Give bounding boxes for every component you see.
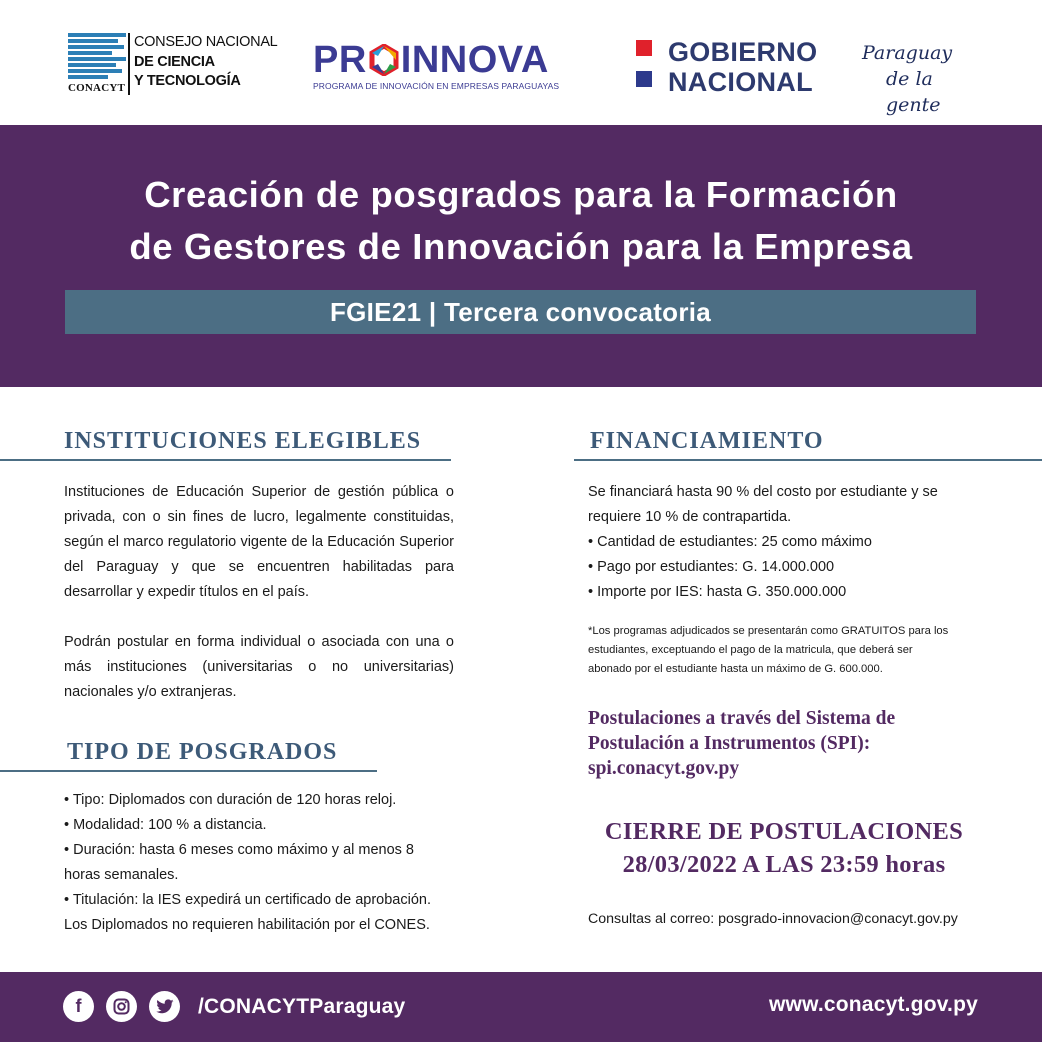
proinnova-logo bbox=[313, 40, 608, 96]
contact-email[interactable]: Consultas al correo: posgrado-innovacion@conacyt.gov.py bbox=[588, 911, 958, 927]
list-item: Los Diplomados no requieren habilitación por el CONES. bbox=[64, 917, 430, 933]
paraguay-de-la-gente-logo bbox=[862, 40, 982, 116]
postulaciones-line-1: Postulaciones a través del Sistema de bbox=[588, 708, 896, 729]
red-square bbox=[636, 40, 652, 56]
gobierno-nacional-logo bbox=[636, 37, 841, 97]
spi-link[interactable]: spi.conacyt.gov.py bbox=[588, 758, 740, 779]
instagram-glyph bbox=[113, 998, 130, 1015]
gobierno-text bbox=[668, 37, 817, 97]
note-line: estudiantes, exceptuando el pago de la matricula, que deberá ser bbox=[588, 644, 913, 656]
list-item: • Modalidad: 100 % a distancia. bbox=[64, 817, 267, 833]
twitter-icon[interactable] bbox=[149, 991, 180, 1022]
paraguay-line-2: de la gente bbox=[886, 68, 941, 116]
proinnova-subtitle: PROGRAMA DE INNOVACIÓN EN EMPRESAS PARAGUAYAS bbox=[313, 81, 560, 91]
social-links bbox=[63, 991, 405, 1022]
tipo-list bbox=[64, 788, 464, 938]
gobierno-line-1: GOBIERNO bbox=[668, 37, 818, 67]
instituciones-heading: INSTITUCIONES ELEGIBLES bbox=[64, 428, 422, 454]
gobierno-squares-icon bbox=[636, 40, 652, 102]
list-item: • Cantidad de estudiantes: 25 como máximo bbox=[588, 534, 872, 550]
list-item: • Pago por estudiantes: G. 14.000.000 bbox=[588, 559, 835, 575]
instituciones-paragraph-1: Instituciones de Educación Superior de gestión pública o privada, con o sin fines de lucro, legalmente constituidas, según el marco regulatorio vigente de la Educación Superior del Paraguay y que se encuentren habilitadas para desarrollar y expedir títulos en el país. bbox=[64, 484, 454, 600]
list-item: • Importe por IES: hasta G. 350.000.000 bbox=[588, 584, 847, 600]
postulaciones-info bbox=[588, 706, 1008, 781]
conacyt-mark-icon bbox=[68, 33, 126, 81]
facebook-icon[interactable]: f bbox=[63, 991, 94, 1022]
deadline-line-2: 28/03/2022 A LAS 23:59 horas bbox=[622, 851, 946, 878]
tipo-heading-rule bbox=[0, 770, 377, 772]
paraguay-line-1: Paraguay bbox=[862, 42, 953, 64]
footer bbox=[0, 972, 1042, 1042]
list-item: horas semanales. bbox=[64, 867, 179, 883]
website-link[interactable]: www.conacyt.gov.py bbox=[769, 993, 978, 1016]
proinnova-o-icon bbox=[368, 44, 400, 76]
proinnova-wordmark bbox=[313, 40, 608, 80]
list-item: • Duración: hasta 6 meses como máximo y al menos 8 bbox=[64, 842, 414, 858]
financiamiento-note bbox=[588, 622, 1008, 679]
note-line: *Los programas adjudicados se presentarán como GRATUITOS para los bbox=[588, 625, 949, 637]
list-item: Se financiará hasta 90 % del costo por estudiante y se bbox=[588, 484, 938, 500]
logo-bar bbox=[0, 0, 1042, 125]
financiamiento-heading-rule bbox=[574, 459, 1042, 461]
conacyt-line-2: DE CIENCIA bbox=[134, 53, 215, 70]
instituciones-paragraph-2: Podrán postular en forma individual o asociada con una o más instituciones (universitarias o no universitarias) nacionales y/o extranjeras. bbox=[64, 634, 454, 700]
gobierno-line-2: NACIONAL bbox=[668, 67, 813, 97]
conacyt-logo bbox=[68, 33, 290, 95]
proinnova-word-left: PR bbox=[313, 39, 367, 81]
instagram-icon[interactable] bbox=[106, 991, 137, 1022]
social-handle[interactable]: /CONACYTParaguay bbox=[198, 994, 406, 1018]
conacyt-abbreviation: CONACYT bbox=[68, 82, 126, 94]
list-item: • Tipo: Diplomados con duración de 120 horas reloj. bbox=[64, 792, 397, 808]
proinnova-word-right: INNOVA bbox=[400, 39, 549, 81]
conacyt-line-1: CONSEJO NACIONAL bbox=[134, 34, 278, 50]
title-line-1: Creación de posgrados para la Formación bbox=[144, 174, 898, 215]
deadline-line-1: CIERRE DE POSTULACIONES bbox=[604, 818, 964, 845]
title-line-2: de Gestores de Innovación para la Empresa bbox=[129, 226, 913, 267]
tipo-heading: TIPO DE POSGRADOS bbox=[67, 739, 338, 765]
list-item: • Titulación: la IES expedirá un certificado de aprobación. bbox=[64, 892, 431, 908]
financiamiento-list bbox=[588, 480, 1008, 605]
note-line: abonado por el estudiante hasta un máximo de G. 600.000. bbox=[588, 663, 883, 675]
conacyt-line-3: Y TECNOLOGÍA bbox=[134, 73, 241, 89]
financiamiento-heading: FINANCIAMIENTO bbox=[590, 428, 824, 454]
conacyt-divider bbox=[128, 33, 130, 95]
conacyt-name bbox=[134, 33, 277, 92]
page-title bbox=[20, 169, 1022, 273]
blue-square bbox=[636, 71, 652, 87]
postulaciones-line-2: Postulación a Instrumentos (SPI): bbox=[588, 733, 871, 754]
title-banner bbox=[0, 125, 1042, 387]
call-subtitle: FGIE21 | Tercera convocatoria bbox=[65, 290, 976, 334]
instituciones-heading-rule bbox=[0, 459, 451, 461]
list-item: requiere 10 % de contrapartida. bbox=[588, 509, 792, 525]
deadline bbox=[560, 815, 1008, 881]
twitter-glyph bbox=[156, 999, 174, 1014]
